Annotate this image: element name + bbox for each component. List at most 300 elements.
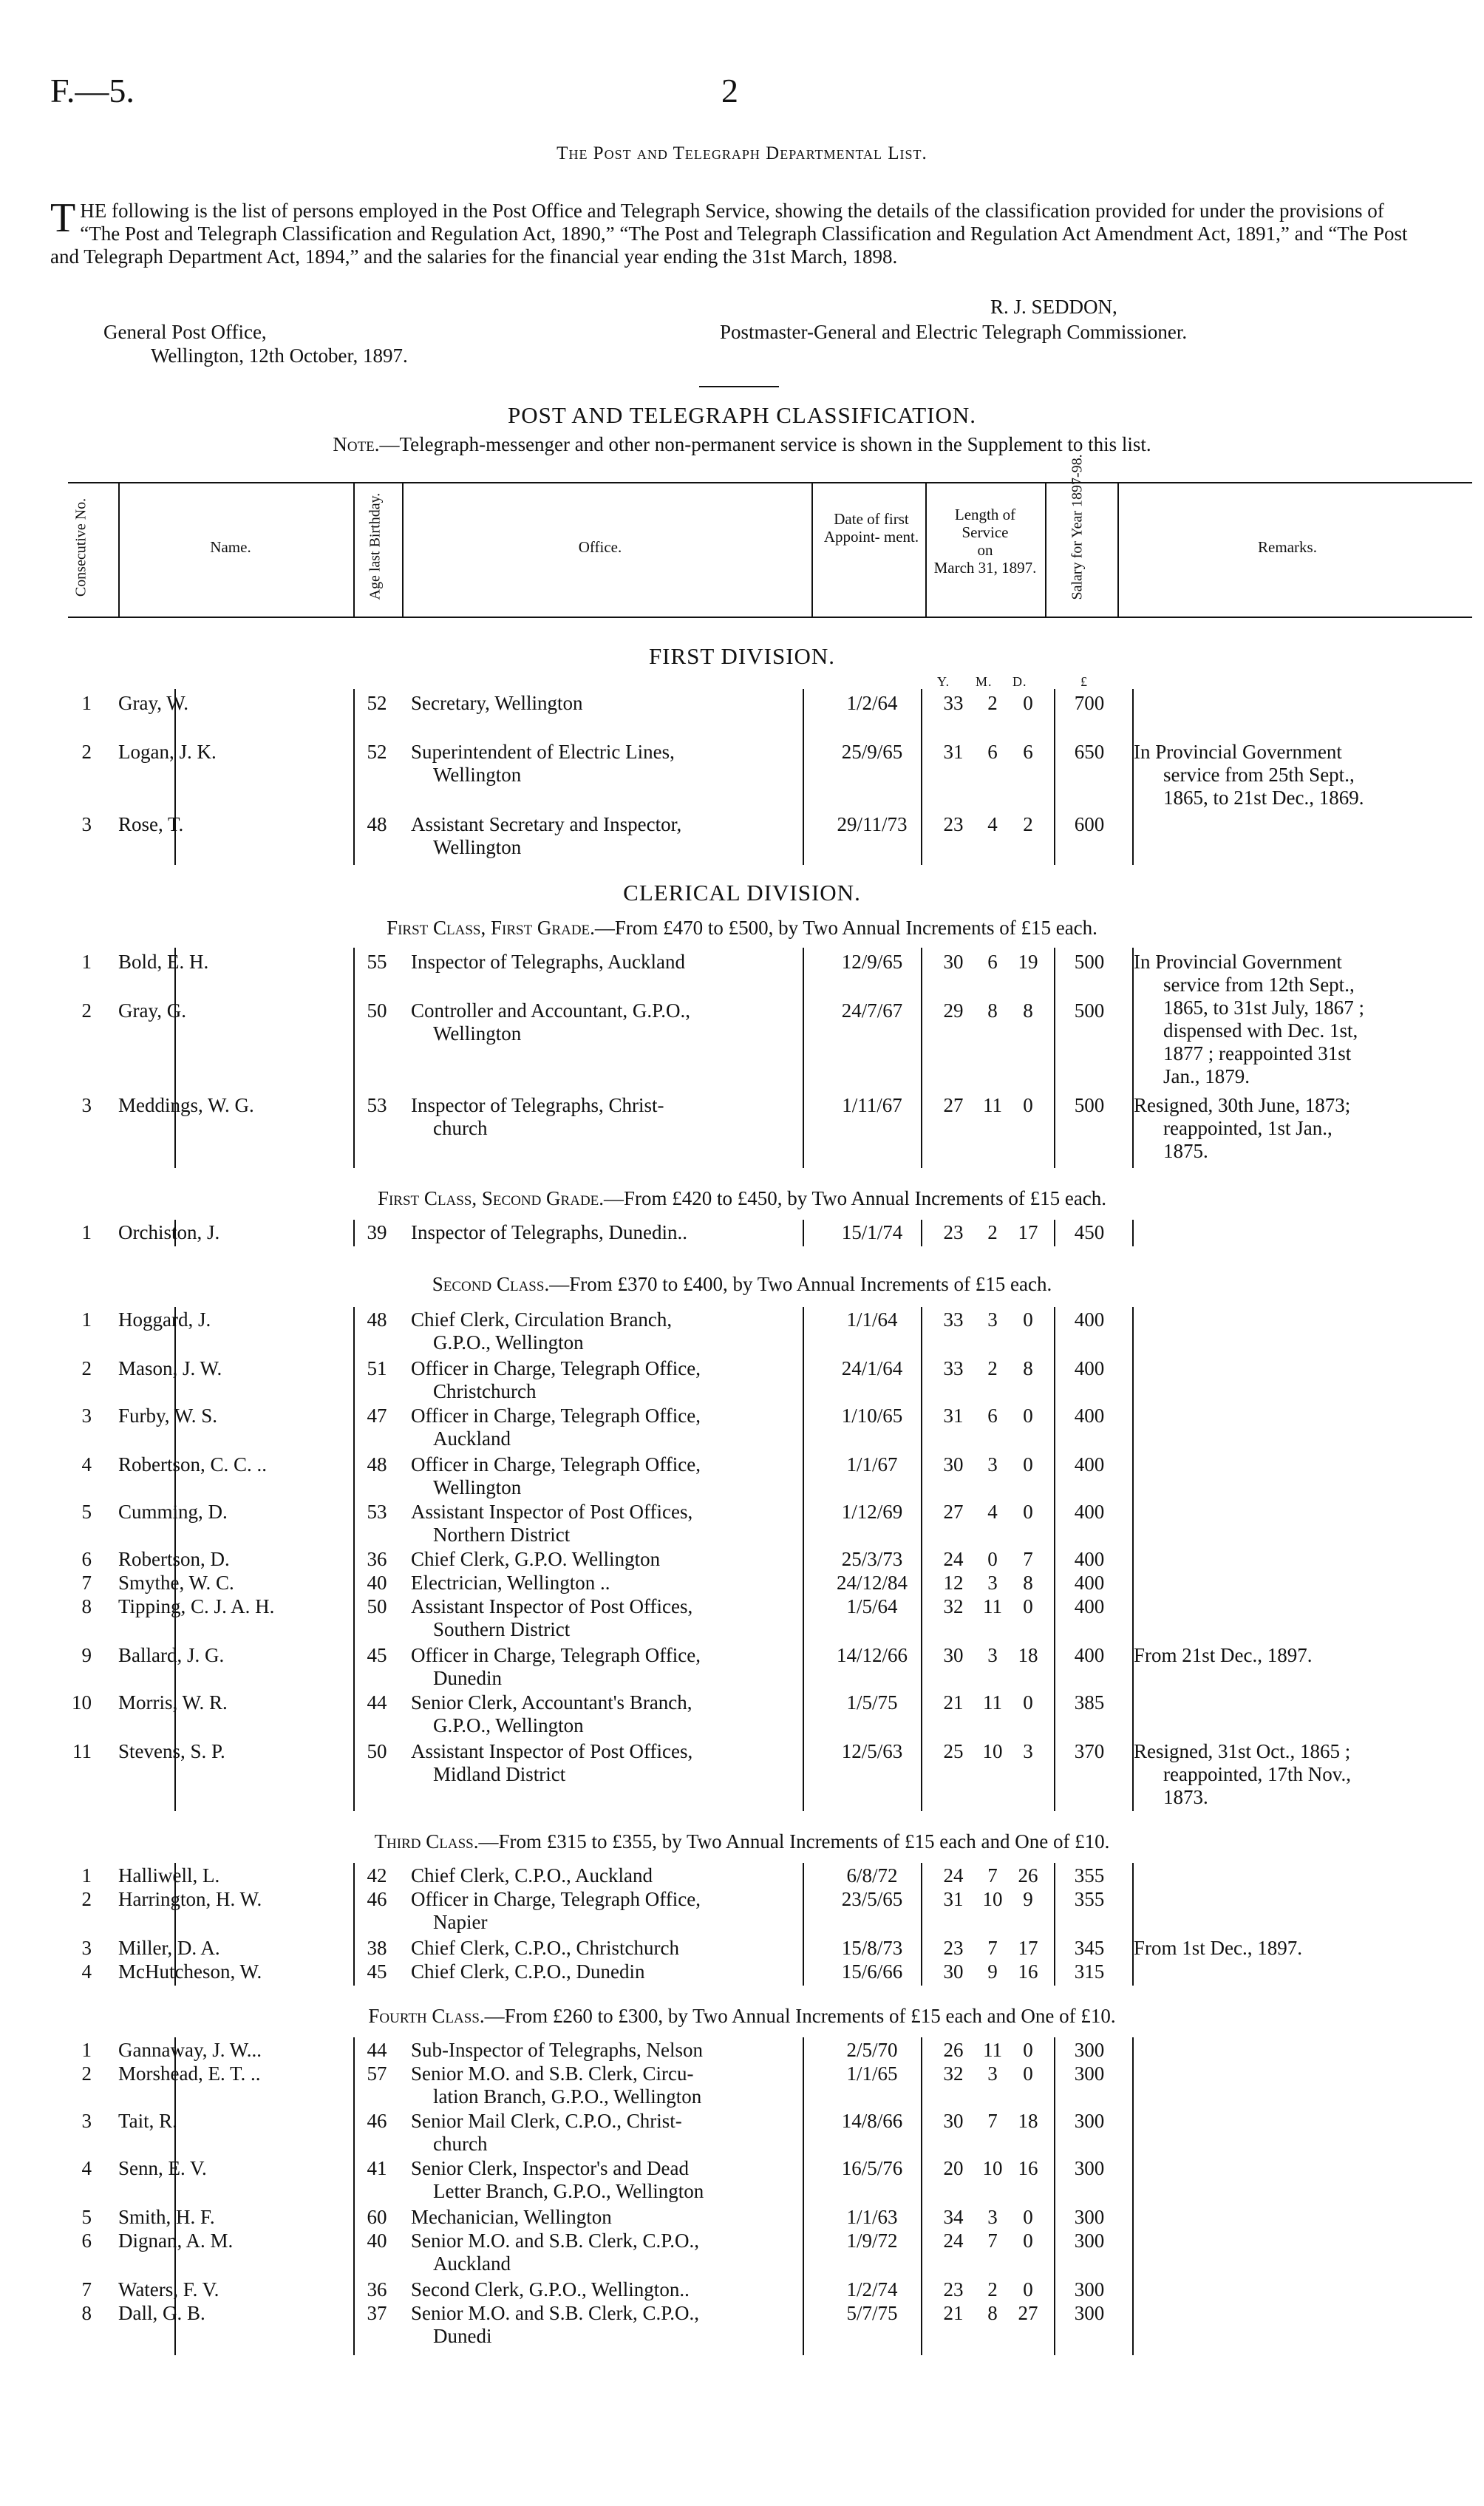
service-months: 4: [987, 1501, 998, 1523]
age: 40: [367, 1572, 387, 1594]
col-divider: [402, 483, 404, 617]
service-days: 0: [1023, 2230, 1033, 2252]
consecutive-no: 1: [81, 1864, 92, 1887]
service-years: 23: [943, 813, 964, 835]
appointment-date: 1/9/72: [846, 2230, 898, 2252]
consecutive-no: 10: [72, 1691, 92, 1714]
office-line-1: Officer in Charge, Telegraph Office,: [411, 1453, 701, 1476]
salary: 355: [1074, 1864, 1105, 1887]
remarks-line: reappointed, 1st Jan.,: [1163, 1117, 1332, 1139]
age: 42: [367, 1864, 387, 1887]
employee-name: Gannaway, J. W...: [118, 2039, 262, 2061]
consecutive-no: 3: [81, 1094, 92, 1116]
service-years: 12: [943, 1572, 964, 1594]
appointment-date: 1/11/67: [842, 1094, 902, 1116]
column-rule: [803, 1220, 804, 1246]
service-years: 31: [943, 741, 964, 763]
consecutive-no: 1: [81, 1221, 92, 1243]
employee-name: Stevens, S. P.: [118, 1740, 225, 1762]
appointment-date: 24/12/84: [836, 1572, 908, 1594]
employee-name: Bold, E. H.: [118, 951, 209, 973]
employee-name: Ballard, J. G.: [118, 1644, 225, 1666]
remarks-line: Resigned, 31st Oct., 1865 ;: [1134, 1740, 1351, 1762]
employee-name: Miller, D. A.: [118, 1937, 220, 1959]
col-service-2: on: [977, 541, 993, 559]
office: [411, 1595, 803, 1641]
office-line-2: Wellington: [433, 836, 522, 858]
service-years: 32: [943, 1595, 964, 1617]
age: 52: [367, 741, 387, 763]
office-line-1: Controller and Accountant, G.P.O.,: [411, 999, 690, 1022]
remarks-line: service from 25th Sept.,: [1163, 764, 1355, 786]
employee-name: Morshead, E. T. ..: [118, 2062, 261, 2085]
service-years: 23: [943, 2278, 964, 2300]
office-line-1: Assistant Inspector of Post Offices,: [411, 1740, 693, 1762]
note: [0, 433, 1484, 456]
remarks-line: service from 12th Sept.,: [1163, 974, 1355, 996]
consecutive-no: 2: [81, 1357, 92, 1379]
service-months: 6: [987, 1405, 998, 1427]
employee-name: Gray, G.: [118, 999, 186, 1022]
salary: 315: [1074, 1960, 1105, 1983]
office-line-1: Sub-Inspector of Telegraphs, Nelson: [411, 2039, 704, 2061]
service-months: 10: [982, 2157, 1003, 2179]
remarks: [1134, 1937, 1429, 1960]
office: [411, 1691, 803, 1737]
employee-name: Robertson, D.: [118, 1548, 230, 1570]
service-months: 10: [982, 1740, 1003, 1762]
column-rule: [1132, 1863, 1134, 1986]
employee-name: Morris, W. R.: [118, 1691, 228, 1714]
office: [411, 2278, 803, 2301]
employee-name: Cumming, D.: [118, 1501, 228, 1523]
office-line-1: Senior M.O. and S.B. Clerk, C.P.O.,: [411, 2230, 700, 2252]
remarks-line: 1875.: [1163, 1140, 1208, 1162]
office-line-1: Assistant Inspector of Post Offices,: [411, 1501, 693, 1523]
service-days: 2: [1023, 813, 1033, 835]
office: [411, 1548, 803, 1571]
appointment-date: 24/7/67: [841, 999, 903, 1022]
service-years: 30: [943, 1960, 964, 1983]
office-line-2: Northern District: [433, 1524, 571, 1546]
service-years: 30: [943, 1453, 964, 1476]
age: 45: [367, 1960, 387, 1983]
service-days: 18: [1018, 2110, 1038, 2132]
service-days: 16: [1018, 1960, 1038, 1983]
employee-name: Rose, T.: [118, 813, 184, 835]
appointment-date: 29/11/73: [837, 813, 908, 835]
service-days: 27: [1018, 2302, 1038, 2324]
service-days: 26: [1018, 1864, 1038, 1887]
consecutive-no: 3: [81, 2110, 92, 2132]
office-line-1: Electrician, Wellington ..: [411, 1572, 610, 1594]
intro-text: HE following is the list of persons employed in the Post Office and Telegraph Service, showing the details of the classification provided for under the provisions of “The Post and Telegraph Classification and Regulation Act, 1890,” “The Post and Telegraph Classification and Regulation Act Amendment Act, 1891,” and “The Post and Telegraph Department Act, 1894,” and the salaries for the financial year ending the 31st March, 1898.: [50, 200, 1408, 268]
service-days: 8: [1023, 1357, 1033, 1379]
age: 50: [367, 1595, 387, 1617]
consecutive-no: 3: [81, 1937, 92, 1959]
col-divider: [1045, 483, 1046, 617]
remarks-line: 1877 ; reappointed 31st: [1163, 1042, 1352, 1064]
employee-name: Waters, F. V.: [118, 2278, 219, 2300]
salary: 300: [1074, 2230, 1105, 2252]
consecutive-no: 1: [81, 1308, 92, 1331]
col-divider: [1117, 483, 1119, 617]
office-line-1: Inspector of Telegraphs, Dunedin..: [411, 1221, 688, 1243]
office-line-2: Wellington: [433, 1022, 522, 1045]
consecutive-no: 7: [81, 1572, 92, 1594]
employee-name: Meddings, W. G.: [118, 1094, 254, 1116]
age: 50: [367, 999, 387, 1022]
consecutive-no: 3: [81, 813, 92, 835]
age: 48: [367, 1453, 387, 1476]
office: [411, 1888, 803, 1934]
appointment-date: 1/1/63: [846, 2206, 898, 2228]
column-rule: [174, 689, 176, 865]
service-years: 27: [943, 1094, 964, 1116]
appointment-date: 16/5/76: [841, 2157, 903, 2179]
employee-name: Halliwell, L.: [118, 1864, 220, 1887]
remarks: [1134, 1094, 1429, 1163]
office-line-1: Chief Clerk, C.P.O., Christchurch: [411, 1937, 679, 1959]
service-days: 17: [1018, 1937, 1038, 1959]
col-date: Date of first Appoint- ment.: [823, 510, 919, 546]
appointment-date: 1/10/65: [841, 1405, 903, 1427]
remarks-line: 1865, to 21st Dec., 1869.: [1163, 787, 1364, 809]
office: [411, 1501, 803, 1546]
service-days: 0: [1023, 2062, 1033, 2085]
salary: 600: [1074, 813, 1105, 835]
service-months: 4: [987, 813, 998, 835]
service-years: 33: [943, 1308, 964, 1331]
appointment-date: 15/8/73: [841, 1937, 903, 1959]
office-line-1: Senior Clerk, Accountant's Branch,: [411, 1691, 692, 1714]
remarks: [1134, 1740, 1429, 1809]
office: [411, 1453, 803, 1499]
service-months: 7: [987, 2110, 998, 2132]
appointment-date: 1/1/65: [846, 2062, 898, 2085]
appointment-date: 1/5/64: [846, 1595, 898, 1617]
age: 52: [367, 692, 387, 714]
service-days: 6: [1023, 741, 1033, 763]
office-line-1: Officer in Charge, Telegraph Office,: [411, 1357, 701, 1379]
service-months: 2: [987, 692, 998, 714]
employee-name: Tait, R.: [118, 2110, 177, 2132]
service-years: 31: [943, 1405, 964, 1427]
age: 46: [367, 2110, 387, 2132]
age: 48: [367, 813, 387, 835]
service-days: 0: [1023, 1691, 1033, 1714]
service-months: 7: [987, 2230, 998, 2252]
office-line-2: church: [433, 2133, 488, 2155]
page-title: The Post and Telegraph Departmental List.: [556, 143, 928, 163]
office: [411, 2230, 803, 2275]
divider: [699, 386, 779, 387]
col-consecutive-no: Consecutive No.: [72, 498, 89, 597]
remarks-line: Jan., 1879.: [1163, 1065, 1250, 1087]
age: 53: [367, 1501, 387, 1523]
salary: 500: [1074, 999, 1105, 1022]
appointment-date: 6/8/72: [846, 1864, 898, 1887]
service-years: 23: [943, 1937, 964, 1959]
office-line-1: Chief Clerk, G.P.O. Wellington: [411, 1548, 661, 1570]
consecutive-no: 6: [81, 2230, 92, 2252]
office-line-2: Christchurch: [433, 1380, 537, 1402]
office-line-2: Midland District: [433, 1763, 566, 1785]
consecutive-no: 3: [81, 1405, 92, 1427]
employee-name: Senn, E. V.: [118, 2157, 207, 2179]
employee-name: Dall, G. B.: [118, 2302, 205, 2324]
age: 37: [367, 2302, 387, 2324]
col-name: Name.: [210, 538, 251, 556]
appointment-date: 12/5/63: [841, 1740, 903, 1762]
service-unit-label: £: [1080, 674, 1088, 689]
service-days: 0: [1023, 1501, 1033, 1523]
appointment-date: 15/6/66: [841, 1960, 903, 1983]
service-months: 2: [987, 1221, 998, 1243]
age: 48: [367, 1308, 387, 1331]
age: 51: [367, 1357, 387, 1379]
salary: 500: [1074, 1094, 1105, 1116]
appointment-date: 1/12/69: [841, 1501, 903, 1523]
office-line-1: Assistant Secretary and Inspector,: [411, 813, 682, 835]
service-years: 30: [943, 2110, 964, 2132]
salary: 450: [1074, 1221, 1105, 1243]
office-line-2: Southern District: [433, 1618, 571, 1640]
column-rule: [921, 689, 922, 865]
office-line-2: lation Branch, G.P.O., Wellington: [433, 2085, 702, 2108]
column-rule: [921, 948, 922, 1168]
classification-title: POST AND TELEGRAPH CLASSIFICATION.: [508, 402, 976, 428]
age: 55: [367, 951, 387, 973]
service-years: 33: [943, 692, 964, 714]
office-line-1: Officer in Charge, Telegraph Office,: [411, 1405, 701, 1427]
appointment-date: 23/5/65: [841, 1888, 903, 1910]
col-divider: [925, 483, 927, 617]
service-years: 31: [943, 1888, 964, 1910]
grade-first-class-second-text: —From £420 to £450, by Two Annual Increments of £15 each.: [604, 1187, 1107, 1209]
age: 39: [367, 1221, 387, 1243]
grade-second-class: [0, 1273, 1484, 1296]
service-days: 0: [1023, 2206, 1033, 2228]
office-line-1: Chief Clerk, Circulation Branch,: [411, 1308, 673, 1331]
appointment-date: 5/7/75: [846, 2302, 898, 2324]
service-years: 24: [943, 1864, 964, 1887]
column-rule: [1132, 1220, 1134, 1246]
employee-name: Smythe, W. C.: [118, 1572, 234, 1594]
service-days: 0: [1023, 2278, 1033, 2300]
consecutive-no: 4: [81, 2157, 92, 2179]
office: [411, 692, 803, 715]
service-days: 0: [1023, 1453, 1033, 1476]
salary: 300: [1074, 2110, 1105, 2132]
appointment-date: 25/3/73: [841, 1548, 903, 1570]
age: 53: [367, 1094, 387, 1116]
service-years: 25: [943, 1740, 964, 1762]
service-years: 24: [943, 2230, 964, 2252]
section-first-division: FIRST DIVISION.: [648, 643, 836, 669]
salary: 400: [1074, 1405, 1105, 1427]
service-months: 7: [987, 1937, 998, 1959]
col-salary: Salary for Year 1897-98.: [1069, 454, 1086, 600]
service-days: 0: [1023, 1308, 1033, 1331]
consecutive-no: 4: [81, 1453, 92, 1476]
service-days: 0: [1023, 1094, 1033, 1116]
remarks-line: Resigned, 30th June, 1873;: [1134, 1094, 1351, 1116]
office-line-1: Mechanician, Wellington: [411, 2206, 612, 2228]
column-rule: [1132, 1307, 1134, 1811]
consecutive-no: 5: [81, 1501, 92, 1523]
service-days: 0: [1023, 1595, 1033, 1617]
age: 50: [367, 1740, 387, 1762]
page-number: 2: [721, 72, 738, 109]
office-line-2: G.P.O., Wellington: [433, 1331, 584, 1354]
service-days: 16: [1018, 2157, 1038, 2179]
salary: 370: [1074, 1740, 1105, 1762]
grade-first-class-first-lead: First Class, First Grade.: [387, 917, 595, 939]
office: [411, 2206, 803, 2229]
salary: 300: [1074, 2157, 1105, 2179]
employee-name: Gray, W.: [118, 692, 188, 714]
remarks-line: In Provincial Government: [1134, 741, 1342, 763]
service-months: 10: [982, 1888, 1003, 1910]
salary: 300: [1074, 2039, 1105, 2061]
office: [411, 1221, 803, 1244]
remarks: [1134, 741, 1429, 809]
service-years: 24: [943, 1548, 964, 1570]
grade-fourth-class-lead: Fourth Class.: [368, 2005, 485, 2027]
column-rule: [1054, 948, 1055, 1168]
office: [411, 1740, 803, 1786]
service-years: 27: [943, 1501, 964, 1523]
service-days: 19: [1018, 951, 1038, 973]
employee-name: Tipping, C. J. A. H.: [118, 1595, 275, 1617]
office-line-2: Auckland: [433, 2252, 511, 2275]
remarks-line: dispensed with Dec. 1st,: [1163, 1019, 1358, 1042]
salary: 300: [1074, 2206, 1105, 2228]
age: 40: [367, 2230, 387, 2252]
col-divider: [353, 483, 355, 617]
grade-first-class-first-text: —From £470 to £500, by Two Annual Increments of £15 each.: [594, 917, 1097, 939]
service-days: 0: [1023, 1405, 1033, 1427]
age: 60: [367, 2206, 387, 2228]
office: [411, 2062, 803, 2108]
salary: 400: [1074, 1595, 1105, 1617]
service-days: 17: [1018, 1221, 1038, 1243]
age: 36: [367, 1548, 387, 1570]
employee-name: Dignan, A. M.: [118, 2230, 234, 2252]
service-years: 30: [943, 951, 964, 973]
service-years: 21: [943, 2302, 964, 2324]
service-years: 29: [943, 999, 964, 1022]
office: [411, 2157, 803, 2203]
office-line-1: Officer in Charge, Telegraph Office,: [411, 1644, 701, 1666]
office-line-1: Second Clerk, G.P.O., Wellington..: [411, 2278, 690, 2300]
note-lead: Note.: [333, 433, 380, 455]
consecutive-no: 5: [81, 2206, 92, 2228]
service-months: 9: [987, 1960, 998, 1983]
service-years: 33: [943, 1357, 964, 1379]
service-months: 6: [987, 951, 998, 973]
age: 45: [367, 1644, 387, 1666]
grade-first-class-second-lead: First Class, Second Grade.: [377, 1187, 605, 1209]
office-line-1: Senior Mail Clerk, C.P.O., Christ-: [411, 2110, 682, 2132]
office: [411, 951, 803, 974]
office-line-2: G.P.O., Wellington: [433, 1714, 584, 1736]
salary: 400: [1074, 1453, 1105, 1476]
service-months: 3: [987, 1308, 998, 1331]
office: [411, 1357, 803, 1403]
col-service: [930, 506, 1041, 577]
remarks-line: 1873.: [1163, 1786, 1208, 1808]
salary: 400: [1074, 1644, 1105, 1666]
office-line-2: Wellington: [433, 1476, 522, 1498]
salary: 400: [1074, 1308, 1105, 1331]
salary: 345: [1074, 1937, 1105, 1959]
consecutive-no: 1: [81, 692, 92, 714]
service-days: 18: [1018, 1644, 1038, 1666]
col-divider: [811, 483, 813, 617]
employee-name: Robertson, C. C. ..: [118, 1453, 268, 1476]
document-reference: F.—5.: [50, 72, 135, 109]
col-service-3: March 31, 1897.: [933, 559, 1037, 577]
service-unit-label: D.: [1012, 674, 1027, 689]
appointment-date: 1/1/64: [846, 1308, 898, 1331]
column-rule: [803, 1863, 804, 1986]
salary: 650: [1074, 741, 1105, 763]
drop-cap: T: [50, 195, 76, 241]
salary: 400: [1074, 1548, 1105, 1570]
age: 41: [367, 2157, 387, 2179]
grade-fourth-class-text: —From £260 to £300, by Two Annual Increments of £15 each and One of £10.: [484, 2005, 1116, 2027]
intro-paragraph: [50, 195, 1417, 268]
office: [411, 1308, 803, 1354]
remarks: [1134, 951, 1429, 1088]
column-rule: [803, 1307, 804, 1811]
office-line-2: Dunedin: [433, 1667, 502, 1689]
service-years: 26: [943, 2039, 964, 2061]
office: [411, 1960, 803, 1983]
service-days: 7: [1023, 1548, 1033, 1570]
appointment-date: 1/1/67: [846, 1453, 898, 1476]
consecutive-no: 9: [81, 1644, 92, 1666]
remarks-line: 1865, to 31st July, 1867 ;: [1163, 996, 1365, 1019]
employee-name: Orchiston, J.: [118, 1221, 220, 1243]
service-unit-label: Y.: [937, 674, 950, 689]
office: [411, 1644, 803, 1690]
appointment-date: 24/1/64: [841, 1357, 903, 1379]
salary: 355: [1074, 1888, 1105, 1910]
remarks-line: In Provincial Government: [1134, 951, 1342, 973]
consecutive-no: 6: [81, 1548, 92, 1570]
office-line-2: Napier: [433, 1911, 488, 1933]
service-months: 11: [983, 2039, 1002, 2061]
service-months: 2: [987, 2278, 998, 2300]
office-line-2: Dunedi: [433, 2325, 492, 2347]
service-months: 3: [987, 1453, 998, 1476]
service-years: 23: [943, 1221, 964, 1243]
service-days: 0: [1023, 2039, 1033, 2061]
appointment-date: 1/5/75: [846, 1691, 898, 1714]
employee-name: Furby, W. S.: [118, 1405, 218, 1427]
salary: 385: [1074, 1691, 1105, 1714]
service-months: 3: [987, 1644, 998, 1666]
table-header: [68, 454, 1472, 618]
service-years: 20: [943, 2157, 964, 2179]
service-years: 34: [943, 2206, 964, 2228]
remarks-line: reappointed, 17th Nov.,: [1163, 1763, 1351, 1785]
consecutive-no: 2: [81, 741, 92, 763]
service-days: 8: [1023, 1572, 1033, 1594]
